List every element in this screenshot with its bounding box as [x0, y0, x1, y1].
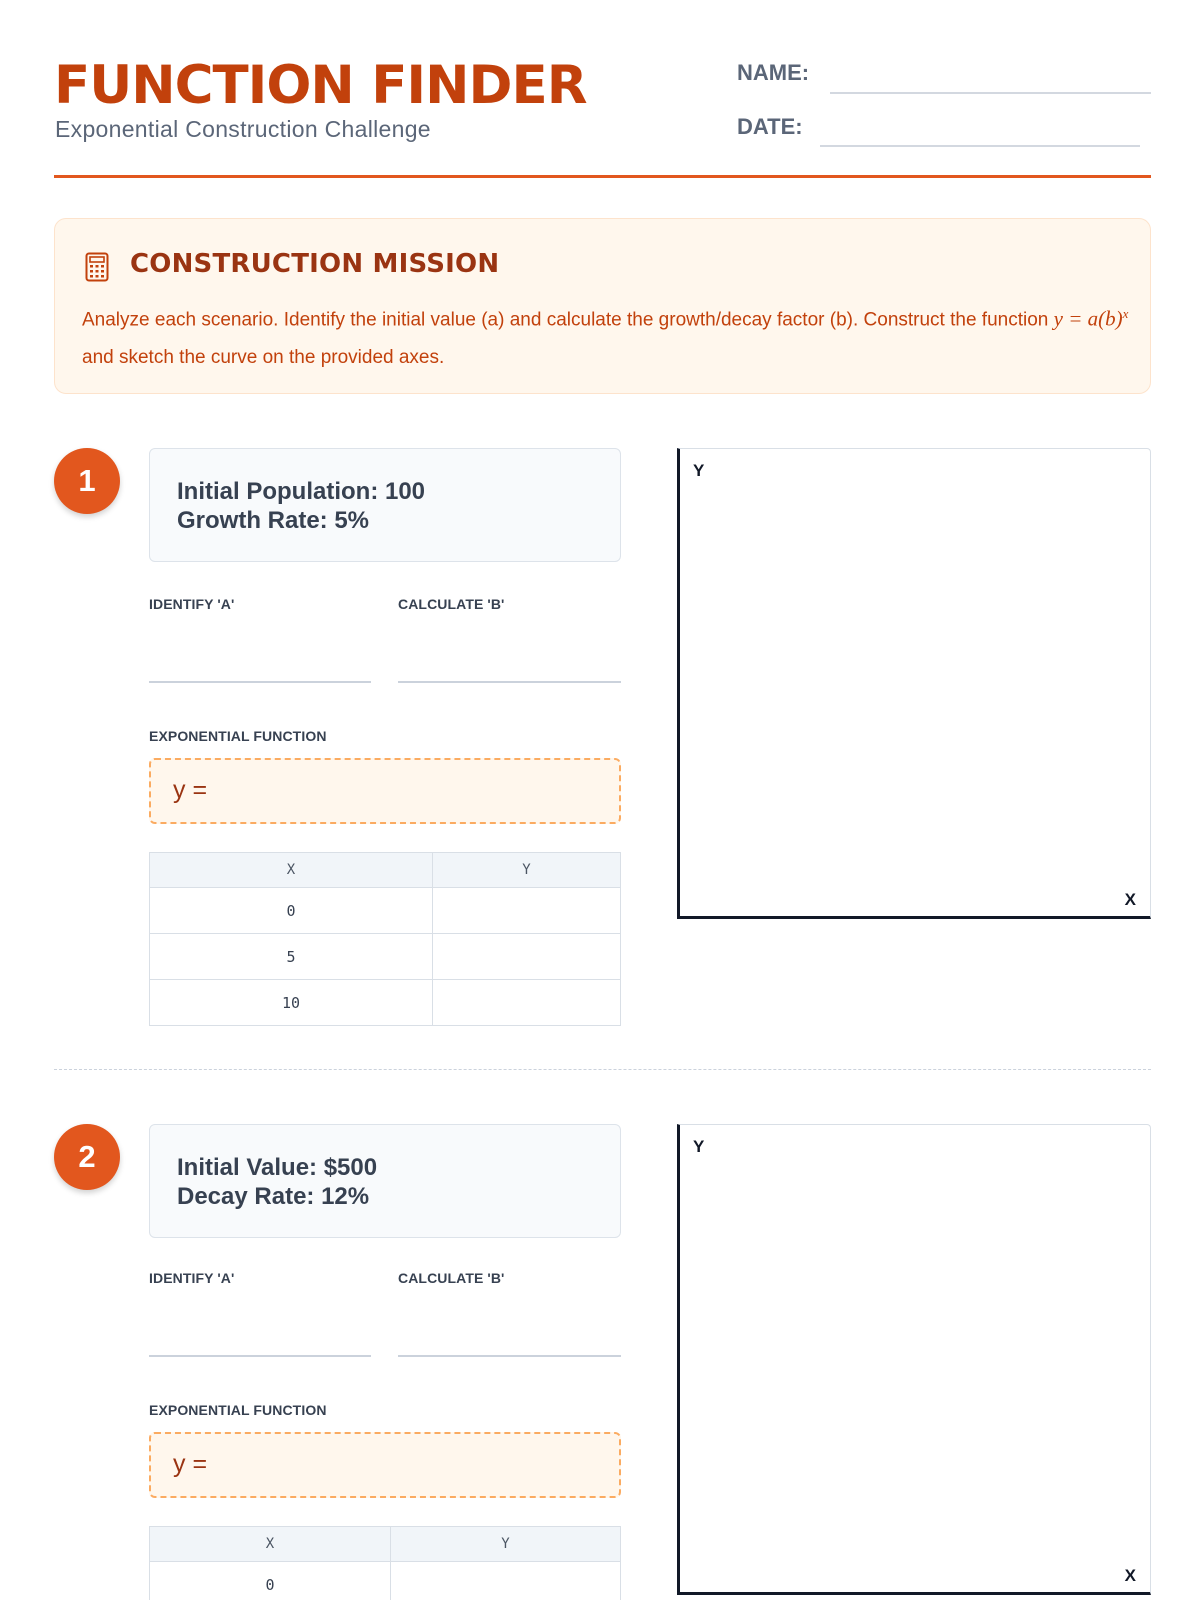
mission-box	[54, 218, 1151, 394]
table-header-y: Y	[391, 1527, 621, 1562]
calculate-b-label: CALCULATE 'B'	[398, 1270, 505, 1286]
function-answer-box[interactable]	[149, 1432, 621, 1498]
page-subtitle: Exponential Construction Challenge	[55, 116, 431, 142]
b-answer-field[interactable]	[398, 1355, 621, 1357]
header	[54, 56, 1151, 178]
calculator-icon	[85, 252, 109, 282]
y-answer-cell[interactable]	[433, 980, 621, 1026]
y-axis-label: Y	[693, 1137, 705, 1156]
problem-1	[54, 448, 1151, 1028]
date-label: DATE:	[737, 114, 803, 139]
x-axis-label: X	[1124, 1566, 1136, 1585]
function-prefix: y =	[173, 776, 208, 804]
sketch-graph[interactable]	[677, 448, 1151, 919]
y-answer-cell[interactable]	[391, 1562, 621, 1600]
scenario-line-1: Initial Population: 100	[177, 478, 426, 505]
scenario-line-2: Decay Rate: 12%	[177, 1183, 370, 1210]
identify-a-label: IDENTIFY 'A'	[149, 596, 235, 612]
page-title: FUNCTION FINDER	[54, 55, 587, 116]
y-answer-cell[interactable]	[433, 934, 621, 980]
mission-instructions: Analyze each scenario. Identify the initial value (a) and calculate the growth/decay factor (b). Construct the function $y = a(b)^x$ and sketch the curve on the provided axes.	[82, 306, 1129, 369]
table-row	[150, 1562, 621, 1600]
problem-number-badge: 1	[54, 448, 120, 514]
function-label: EXPONENTIAL FUNCTION	[149, 728, 327, 744]
scenario-line-2: Growth Rate: 5%	[177, 507, 370, 534]
sketch-graph[interactable]	[677, 1124, 1151, 1595]
problem-number-badge: 2	[54, 1124, 120, 1190]
table-row	[150, 934, 621, 980]
a-answer-field[interactable]	[149, 681, 371, 683]
x-value-cell: 0	[150, 888, 433, 934]
function-prefix: y =	[173, 1450, 208, 1478]
function-label: EXPONENTIAL FUNCTION	[149, 1402, 327, 1418]
function-formula: y = a(b)	[1053, 306, 1123, 331]
scenario-card	[149, 1124, 621, 1238]
x-value-cell: 5	[150, 934, 433, 980]
a-answer-field[interactable]	[149, 1355, 371, 1357]
x-value-cell: 0	[150, 1562, 391, 1600]
table-header-x: X	[150, 853, 433, 888]
date-field[interactable]	[820, 145, 1140, 147]
identify-a-label: IDENTIFY 'A'	[149, 1270, 235, 1286]
name-label: NAME:	[737, 60, 810, 85]
table-row	[150, 888, 621, 934]
x-axis-label: X	[1124, 890, 1136, 909]
section-divider	[54, 1069, 1151, 1070]
mission-title: CONSTRUCTION MISSION	[130, 249, 500, 279]
problem-2	[54, 1124, 1151, 1600]
table-header-x: X	[150, 1527, 391, 1562]
scenario-line-1: Initial Value: $500	[177, 1154, 378, 1181]
xy-table	[149, 852, 621, 1026]
table-header-y: Y	[433, 853, 621, 888]
y-axis-label: Y	[693, 461, 705, 480]
x-value-cell: 10	[150, 980, 433, 1026]
name-field[interactable]	[830, 92, 1151, 94]
b-answer-field[interactable]	[398, 681, 621, 683]
scenario-card	[149, 448, 621, 562]
calculate-b-label: CALCULATE 'B'	[398, 596, 505, 612]
table-row	[150, 980, 621, 1026]
xy-table	[149, 1526, 621, 1600]
y-answer-cell[interactable]	[433, 888, 621, 934]
function-answer-box[interactable]	[149, 758, 621, 824]
